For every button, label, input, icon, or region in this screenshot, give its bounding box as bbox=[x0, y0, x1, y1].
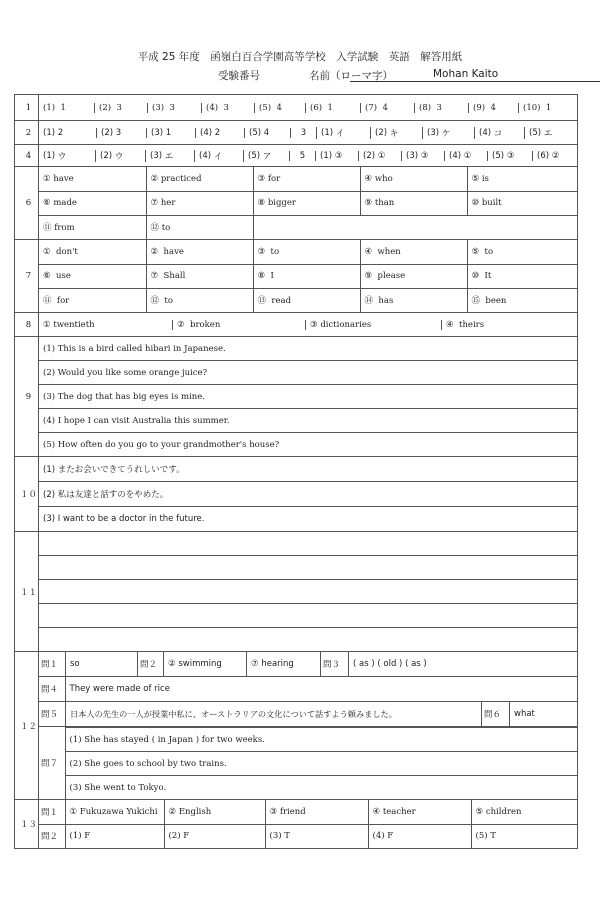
sub-question-number: 5 bbox=[289, 151, 315, 161]
answer-cell: ① don't bbox=[43, 246, 78, 257]
answer-cell: ③ friend bbox=[265, 800, 368, 824]
answer-cell: (3) T bbox=[265, 824, 368, 848]
name-value: Mohan Kaito bbox=[433, 68, 499, 80]
q11-lines bbox=[39, 532, 577, 651]
answer-cell: (3) エ bbox=[145, 150, 194, 162]
answer-cell: ⑩ built bbox=[467, 191, 577, 215]
answer-cell: ⑫ to bbox=[146, 215, 253, 239]
answer-cell: (2) ウ bbox=[95, 150, 145, 162]
answer-cell: (5) エ bbox=[524, 127, 577, 139]
answer-cell: (4) 2 bbox=[195, 128, 244, 138]
answer-cell: ③ dictionaries bbox=[305, 320, 441, 330]
answer-cell: ② have bbox=[146, 240, 253, 264]
answer-line: (4) I hope I can visit Australia this summer. bbox=[39, 409, 577, 433]
question-number: 7 bbox=[15, 240, 39, 313]
sub-question-label: 問２ bbox=[137, 652, 163, 676]
question-row-1 bbox=[15, 95, 578, 121]
answer-cell: (1) 1 bbox=[43, 102, 66, 113]
exam-number-label: 受験番号 bbox=[218, 70, 260, 82]
answer-cell: (4) コ bbox=[474, 127, 524, 139]
q10-lines bbox=[39, 457, 577, 531]
answer-cell: (3) ケ bbox=[422, 127, 474, 139]
sub-question-label: 問１ bbox=[41, 807, 59, 818]
answer-cell: (2) F bbox=[164, 824, 265, 848]
answer-cell: 日本人の先生の一人が授業中私に、オーストラリアの文化について話すよう頼みました。 bbox=[65, 702, 481, 726]
answer-cell: ① Fukuzawa Yukichi bbox=[65, 800, 164, 824]
answer-table bbox=[14, 94, 578, 849]
answer-cell: ⑬ read bbox=[253, 288, 360, 312]
header-info bbox=[0, 68, 600, 82]
sub-question-label: 問６ bbox=[481, 702, 509, 726]
question-number: 8 bbox=[15, 313, 39, 337]
answer-cell: ② practiced bbox=[146, 167, 253, 191]
q12-grid bbox=[39, 652, 577, 799]
answer-cell: ⑭ has bbox=[360, 288, 467, 312]
answer-cell: ⑦ Shall bbox=[146, 264, 253, 288]
answer-cell: ⑤ is bbox=[467, 167, 577, 191]
answer-cell: (7) 4 bbox=[360, 103, 414, 113]
answer-cell: ⑧ I bbox=[253, 264, 360, 288]
answer-cell: (1) 2 bbox=[43, 127, 64, 138]
answer-line: (1) This is a bird called hibari in Japanese. bbox=[43, 343, 226, 354]
question-row-7 bbox=[15, 240, 578, 313]
answer-line: (3) I want to be a doctor in the future. bbox=[39, 507, 577, 532]
question-number: １３ bbox=[15, 800, 39, 849]
answer-cell: ⑮ been bbox=[467, 288, 577, 312]
answer-cell: (5) T bbox=[471, 824, 577, 848]
answer-cell: (1) F bbox=[65, 824, 164, 848]
answer-line: (2) She goes to school by two trains. bbox=[66, 752, 578, 776]
answer-cell: (5) 4 bbox=[254, 103, 305, 113]
answer-cell: (3) ③ bbox=[401, 151, 444, 161]
question-number: １１ bbox=[15, 532, 39, 652]
q1-answers bbox=[39, 103, 577, 113]
answer-cell: ④ teacher bbox=[368, 800, 471, 824]
question-row-11 bbox=[15, 532, 578, 652]
q7-grid bbox=[39, 240, 577, 312]
answer-cell: what bbox=[509, 702, 577, 726]
answer-cell: ① have bbox=[43, 173, 74, 184]
question-row-12 bbox=[15, 652, 578, 800]
answer-cell: (6) 1 bbox=[305, 103, 360, 113]
q4-answers bbox=[39, 150, 577, 162]
answer-cell: ④ who bbox=[360, 167, 467, 191]
question-number: 2 bbox=[15, 121, 39, 145]
q8-answers bbox=[39, 320, 577, 330]
answer-cell: (4) 3 bbox=[201, 103, 254, 113]
answer-cell: ⑨ than bbox=[360, 191, 467, 215]
sub-question-label: 問５ bbox=[41, 710, 59, 720]
blank-line bbox=[39, 580, 577, 604]
answer-cell: (10) 1 bbox=[518, 103, 577, 113]
question-row-6 bbox=[15, 167, 578, 240]
answer-cell: so bbox=[65, 652, 137, 676]
answer-cell: ③ for bbox=[253, 167, 360, 191]
answer-cell: (3) 3 bbox=[147, 103, 201, 113]
answer-cell: (5) ア bbox=[243, 150, 289, 162]
answer-cell: (3) 1 bbox=[146, 128, 195, 138]
answer-cell: ⑩ It bbox=[467, 264, 577, 288]
question-number: 4 bbox=[15, 145, 39, 167]
answer-cell: ② broken bbox=[172, 320, 305, 330]
answer-cell: (1) イ bbox=[316, 127, 370, 139]
answer-cell: (9) 4 bbox=[468, 103, 518, 113]
page-title: 平成 25 年度 函嶺白百合学園高等学校 入学試験 英語 解答用紙 bbox=[137, 51, 463, 63]
answer-cell: ⑦ hearing bbox=[246, 652, 320, 676]
question-number: 1 bbox=[15, 95, 39, 121]
sub-question-label: 問１ bbox=[41, 660, 59, 670]
answer-cell: ⑧ bigger bbox=[253, 191, 360, 215]
answer-cell: ( as ) ( old ) ( as ) bbox=[348, 652, 577, 676]
answer-cell: (4) ① bbox=[444, 151, 487, 161]
answer-cell: ⑥ use bbox=[39, 264, 146, 288]
answer-cell: (4) イ bbox=[194, 150, 243, 162]
answer-cell: ② English bbox=[164, 800, 265, 824]
answer-cell: They were made of rice bbox=[65, 677, 577, 702]
blank-line bbox=[39, 628, 577, 652]
answer-cell: ⑨ please bbox=[360, 264, 467, 288]
question-row-10 bbox=[15, 457, 578, 532]
question-number: 9 bbox=[15, 337, 39, 457]
answer-line: (5) How often do you go to your grandmother's house? bbox=[39, 433, 577, 457]
answer-cell: ④ theirs bbox=[441, 320, 577, 330]
answer-cell: ⑤ to bbox=[467, 240, 577, 264]
sub-question-label: 問７ bbox=[39, 727, 65, 800]
question-number: １０ bbox=[15, 457, 39, 532]
answer-line: (3) The dog that has big eyes is mine. bbox=[39, 385, 577, 409]
answer-line: (3) She went to Tokyo. bbox=[66, 776, 578, 800]
answer-cell: (1) ウ bbox=[43, 150, 67, 162]
answer-cell: ⑪ for bbox=[39, 288, 146, 312]
answer-cell: (6) ② bbox=[532, 151, 577, 161]
answer-line: (2) 私は友達と話すのをやめた。 bbox=[39, 482, 577, 507]
sub-question-label: 問３ bbox=[320, 652, 348, 676]
empty-cell bbox=[253, 215, 577, 239]
answer-cell: ③ to bbox=[253, 240, 360, 264]
answer-cell: (8) 3 bbox=[414, 103, 468, 113]
answer-cell: ① twentieth bbox=[43, 319, 95, 330]
q12-m7-lines bbox=[66, 727, 578, 799]
q2-answers bbox=[39, 127, 577, 139]
blank-line bbox=[39, 604, 577, 628]
answer-line: (1) またお会いできてうれしいです。 bbox=[43, 465, 185, 475]
name-label: 名前（ローマ字） bbox=[309, 70, 393, 82]
q6-grid bbox=[39, 167, 577, 239]
answer-cell: ⑦ her bbox=[146, 191, 253, 215]
answer-cell: (5) ③ bbox=[487, 151, 532, 161]
answer-cell: ⑥ made bbox=[39, 191, 146, 215]
question-row-13 bbox=[15, 800, 578, 849]
answer-cell: (1) ③ bbox=[315, 151, 358, 161]
sub-question-label: 問４ bbox=[39, 677, 65, 702]
question-number: 6 bbox=[15, 167, 39, 240]
sub-question-label: 問２ bbox=[39, 824, 65, 848]
answer-cell: (2) 3 bbox=[94, 103, 147, 113]
answer-cell: (2) 3 bbox=[96, 128, 146, 138]
blank-line bbox=[39, 532, 577, 556]
question-row-9 bbox=[15, 337, 578, 457]
answer-cell: ⑪ from bbox=[39, 215, 146, 239]
sub-question-number: 3 bbox=[290, 128, 316, 138]
answer-cell: (5) 4 bbox=[244, 128, 290, 138]
question-row-4 bbox=[15, 145, 578, 167]
answer-cell: ④ when bbox=[360, 240, 467, 264]
question-row-2 bbox=[15, 121, 578, 145]
name-underline bbox=[350, 81, 600, 82]
answer-cell: ② swimming bbox=[163, 652, 246, 676]
q9-lines bbox=[39, 337, 577, 456]
answer-line: (1) She has stayed ( in Japan ) for two weeks. bbox=[66, 728, 578, 752]
answer-cell: ⑫ to bbox=[146, 288, 253, 312]
q13-grid bbox=[39, 800, 577, 848]
answer-cell: ⑤ children bbox=[471, 800, 577, 824]
answer-cell: (2) ① bbox=[358, 151, 401, 161]
answer-cell: (4) F bbox=[368, 824, 471, 848]
answer-cell: (2) キ bbox=[370, 127, 422, 139]
question-number: １２ bbox=[15, 652, 39, 800]
answer-line: (2) Would you like some orange juice? bbox=[39, 361, 577, 385]
blank-line bbox=[39, 556, 577, 580]
question-row-8 bbox=[15, 313, 578, 337]
